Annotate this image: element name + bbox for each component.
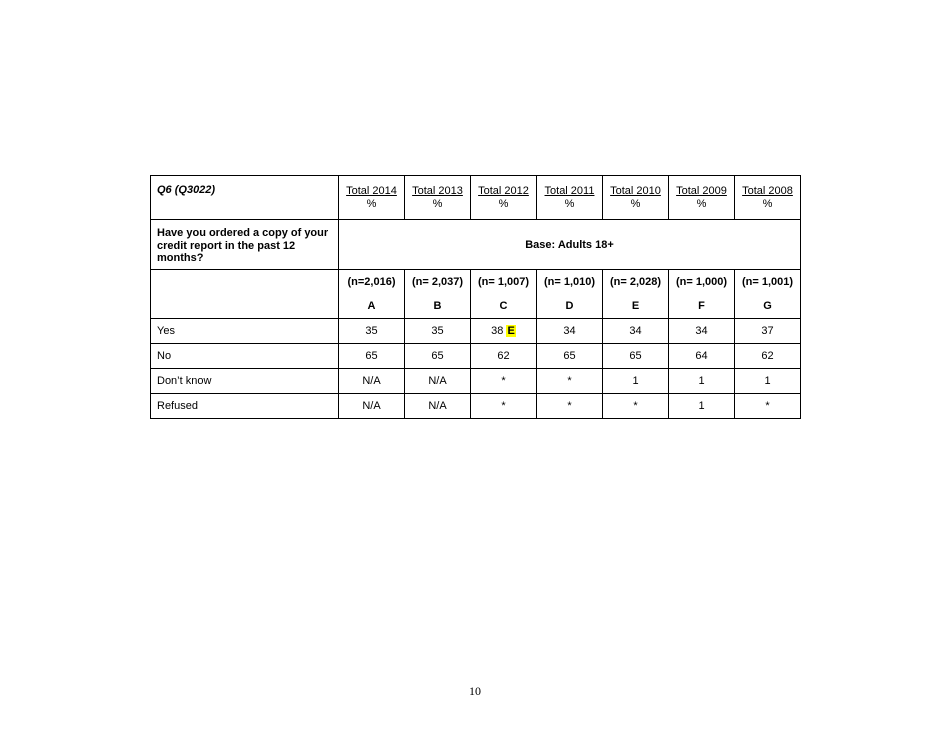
- sample-size: (n=2,016): [339, 270, 405, 295]
- column-header-2009: [669, 176, 735, 220]
- column-letter: A: [339, 294, 405, 319]
- column-year: Total 2009: [676, 185, 727, 197]
- column-header-2012: [471, 176, 537, 220]
- column-letter: D: [537, 294, 603, 319]
- column-unit: %: [432, 198, 443, 210]
- sample-size: (n= 2,037): [405, 270, 471, 295]
- column-header-2014: [339, 176, 405, 220]
- table-cell: 1: [735, 369, 801, 394]
- table-cell: *: [735, 394, 801, 419]
- column-unit: %: [630, 198, 641, 210]
- table-cell: 34: [669, 319, 735, 344]
- table-row-dont-know: [151, 369, 801, 394]
- table-cell: 64: [669, 344, 735, 369]
- column-unit: %: [366, 198, 377, 210]
- column-letter: C: [471, 294, 537, 319]
- row-label: Refused: [151, 394, 339, 419]
- table-row-no: [151, 344, 801, 369]
- table-cell: 34: [603, 319, 669, 344]
- sample-size: (n= 1,000): [669, 270, 735, 295]
- column-year: Total 2014: [346, 185, 397, 197]
- table-cell: 65: [339, 344, 405, 369]
- question-id: Q6 (Q3022): [151, 176, 339, 220]
- table-cell: N/A: [339, 394, 405, 419]
- sample-size: (n= 1,007): [471, 270, 537, 295]
- row-label: No: [151, 344, 339, 369]
- column-year: Total 2011: [544, 185, 595, 197]
- question-row: [151, 220, 801, 270]
- column-letter: B: [405, 294, 471, 319]
- table-cell: 65: [405, 344, 471, 369]
- table-cell: 34: [537, 319, 603, 344]
- column-header-2010: [603, 176, 669, 220]
- column-year: Total 2013: [412, 185, 463, 197]
- column-year: Total 2012: [478, 185, 529, 197]
- column-unit: %: [762, 198, 773, 210]
- cell-value: 38: [491, 325, 504, 337]
- page-number: 10: [469, 684, 481, 698]
- table-cell: 35: [405, 319, 471, 344]
- table-row-refused: [151, 394, 801, 419]
- header-row: [151, 176, 801, 220]
- column-unit: %: [498, 198, 509, 210]
- sample-size: (n= 1,001): [735, 270, 801, 295]
- column-header-2008: [735, 176, 801, 220]
- sample-size: (n= 2,028): [603, 270, 669, 295]
- table-cell-with-significance: [471, 319, 537, 344]
- table-cell: *: [471, 394, 537, 419]
- significance-marker: E: [507, 325, 515, 337]
- base-description: Base: Adults 18+: [339, 220, 801, 270]
- column-header-2013: [405, 176, 471, 220]
- table-cell: *: [537, 369, 603, 394]
- row-label: Yes: [151, 319, 339, 344]
- table-cell: N/A: [339, 369, 405, 394]
- sample-size-row: [151, 270, 801, 295]
- table-cell: *: [537, 394, 603, 419]
- table-cell: *: [603, 394, 669, 419]
- table-cell: 62: [471, 344, 537, 369]
- question-text: Have you ordered a copy of your credit report in the past 12 months?: [151, 220, 339, 270]
- column-header-2011: [537, 176, 603, 220]
- table-cell: 37: [735, 319, 801, 344]
- table-cell: N/A: [405, 394, 471, 419]
- table-cell: N/A: [405, 369, 471, 394]
- table-cell: 1: [669, 369, 735, 394]
- blank-label-cell: [151, 270, 339, 319]
- table-cell: 35: [339, 319, 405, 344]
- column-unit: %: [696, 198, 707, 210]
- table-cell: *: [471, 369, 537, 394]
- column-year: Total 2008: [742, 185, 793, 197]
- row-label: Don’t know: [151, 369, 339, 394]
- table-cell: 62: [735, 344, 801, 369]
- table-cell: 1: [603, 369, 669, 394]
- sample-size: (n= 1,010): [537, 270, 603, 295]
- survey-results-table: [150, 175, 801, 419]
- table-cell: 65: [603, 344, 669, 369]
- table-cell: 1: [669, 394, 735, 419]
- column-letter: E: [603, 294, 669, 319]
- column-letter: G: [735, 294, 801, 319]
- column-unit: %: [564, 198, 575, 210]
- column-letter: F: [669, 294, 735, 319]
- table-cell: 65: [537, 344, 603, 369]
- column-year: Total 2010: [610, 185, 661, 197]
- table-row-yes: [151, 319, 801, 344]
